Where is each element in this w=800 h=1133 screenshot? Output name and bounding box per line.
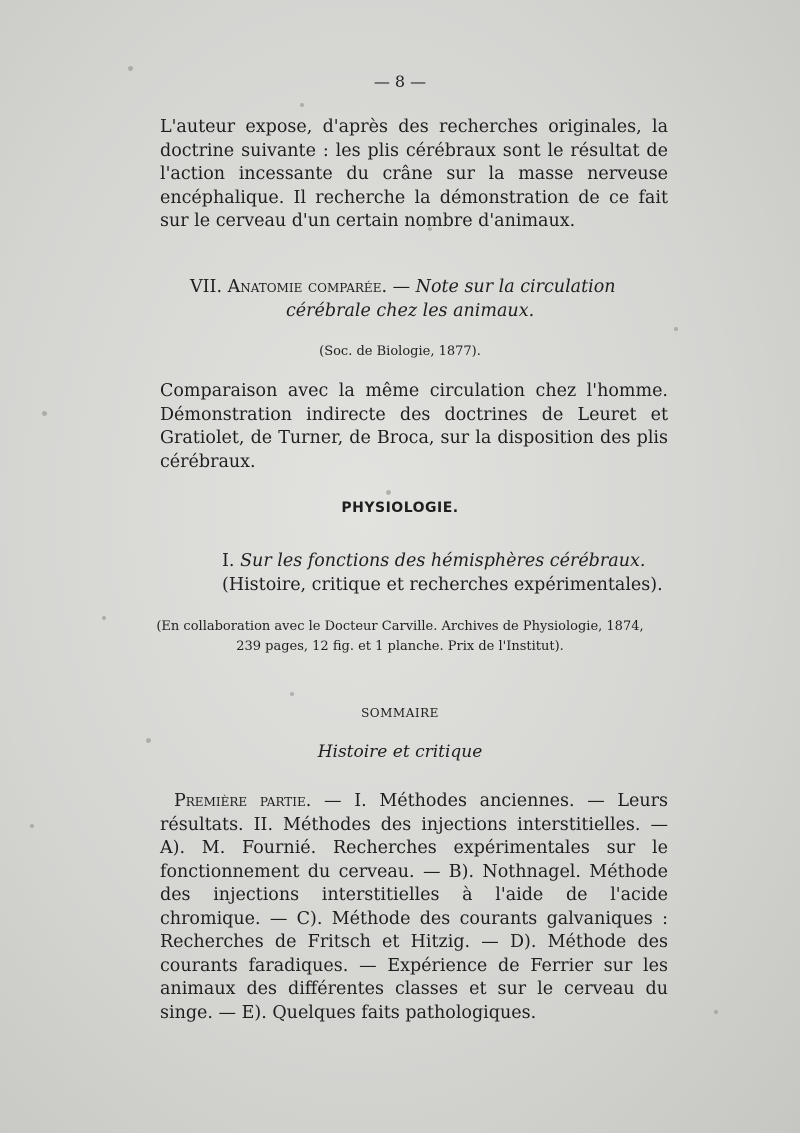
section-7-dash: — [387,277,416,297]
physiologie-reference-line1: (En collaboration avec le Docteur Carville. Archives de Physiologie, 1874, [156,619,644,634]
physiologie-reference [0,617,800,657]
print-speck [386,490,391,495]
print-speck [290,692,294,696]
section-7-label: Anatomie comparée. [227,277,388,297]
sommaire-subheading: Histoire et critique [317,742,483,762]
sommaire-part-text: — I. Méthodes anciennes. — Leurs résultats. II. Méthodes des injections interstitielles. — A). M. Fournié. Recherches expérimentales sur le fonctionnement du cerveau. — B). Nothnagel. Méthode des injections interstitielles à l'aide de l'acide chromique. — C). Méthode des courants galvaniques : Recherches de Fritsch et Hitzig. — D). Méthode des courants faradiques. — Expérience de Ferrier sur les animaux des différentes classes et sur le cerveau du singe. — E). Quelques faits pathologiques. [160,791,668,1023]
section-7-source: (Soc. de Biologie, 1877). [319,344,481,359]
sommaire-heading: SOMMAIRE [361,706,439,720]
print-speck [42,411,47,416]
section-7-title [190,275,650,323]
physiologie-heading: PHYSIOLOGIE. [341,500,459,516]
physiologie-item-numeral: I. [222,551,235,571]
sommaire-part-label: Première partie. [174,791,312,811]
physiologie-item-title: Sur les fonctions des hémisphères cérébraux. [240,551,646,571]
page-number: — 8 — [373,72,427,91]
intro-paragraph: L'auteur expose, d'après des recherches originales, la doctrine suivante : les plis cérébraux sont le résultat de l'action incessante du crâne sur la masse nerveuse encéphalique. Il recherche la démonstration de ce fait sur le cerveau d'un certain nombre d'animaux. [160,117,668,231]
physiologie-item-subtitle: (Histoire, critique et recherches expérimentales). [222,575,663,595]
sommaire-text [160,790,668,1025]
print-speck [30,824,34,828]
print-speck [714,1010,718,1014]
print-speck [300,103,304,107]
print-speck [128,66,133,71]
section-7-title-line1: Note sur la circulation [415,277,616,297]
section-7-numeral: VII. [190,277,223,297]
section-7-body: Comparaison avec la même circulation chez l'homme. Démonstration indirecte des doctrines de Leuret et Gratiolet, de Turner, de Broca, sur la disposition des plis cérébraux. [160,381,668,472]
physiologie-reference-line2: 239 pages, 12 fig. et 1 planche. Prix de l'Institut). [236,639,564,654]
section-7-title-line2: cérébrale chez les animaux. [286,301,535,321]
physiologie-item [222,549,742,597]
print-speck [674,327,678,331]
